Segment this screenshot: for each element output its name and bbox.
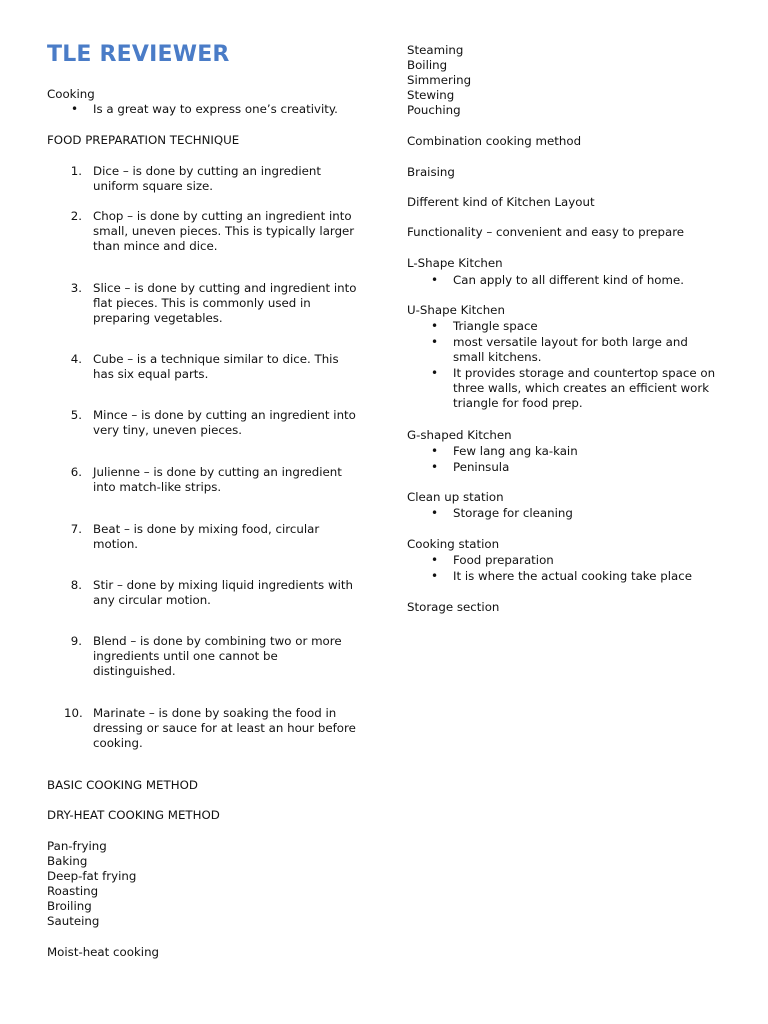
list-item: Simmering bbox=[407, 73, 472, 87]
list-item: • It provides storage and countertop space on three walls, which creates an efficient work triangle for food prep. bbox=[431, 366, 716, 410]
list-item: Roasting bbox=[47, 884, 99, 898]
bullet-icon: • bbox=[431, 273, 439, 287]
technique-item: 8. Stir – done by mixing liquid ingredients with any circular motion. bbox=[70, 578, 353, 607]
moist-heat-heading: Moist-heat cooking bbox=[47, 945, 160, 959]
list-item: • Few lang ang ka-kain bbox=[431, 444, 578, 458]
bullet-icon: • bbox=[71, 102, 79, 116]
clean-up-bullets bbox=[407, 506, 573, 521]
bullet-icon: • bbox=[431, 319, 439, 333]
bullet-icon: • bbox=[431, 366, 439, 380]
bullet-icon: • bbox=[431, 460, 439, 474]
list-item: • most versatile layout for both large and small kitchens. bbox=[431, 335, 688, 364]
list-item: Broiling bbox=[47, 899, 92, 913]
functionality-text: Functionality – convenient and easy to prepare bbox=[407, 225, 685, 239]
u-shape-section bbox=[407, 303, 715, 411]
list-item: Sauteing bbox=[47, 914, 100, 928]
bullet-icon: • bbox=[431, 553, 439, 567]
clean-up-section bbox=[407, 490, 573, 521]
list-item: • Storage for cleaning bbox=[431, 506, 573, 520]
technique-item: 9. Blend – is done by combining two or more ingredients until one cannot be distinguished. bbox=[70, 634, 342, 678]
cooking-station-bullets bbox=[407, 553, 692, 584]
u-shape-bullets bbox=[407, 319, 715, 411]
list-item: Pan-frying bbox=[47, 839, 107, 853]
technique-item: 5. Mince – is done by cutting an ingredient into very tiny, uneven pieces. bbox=[70, 408, 356, 437]
dry-heat-heading: DRY-HEAT COOKING METHOD bbox=[47, 808, 220, 822]
cooking-heading: Cooking bbox=[47, 87, 95, 101]
list-item: • Peninsula bbox=[431, 460, 510, 474]
list-item: Boiling bbox=[407, 58, 448, 72]
basic-method-heading: BASIC COOKING METHOD bbox=[47, 778, 198, 792]
braising-heading: Braising bbox=[407, 165, 455, 179]
storage-heading: Storage section bbox=[407, 600, 500, 614]
u-shape-heading: U-Shape Kitchen bbox=[407, 303, 505, 317]
cooking-section bbox=[47, 87, 338, 117]
technique-item: 10. Marinate – is done by soaking the food in dressing or sauce for at least an hour before cooking. bbox=[64, 706, 356, 750]
list-item: • Food preparation bbox=[431, 553, 554, 567]
list-item: Stewing bbox=[407, 88, 455, 102]
g-shape-bullets bbox=[407, 444, 578, 475]
list-item: • Is a great way to express one’s creativity. bbox=[71, 102, 338, 116]
bullet-icon: • bbox=[431, 569, 439, 583]
technique-item: 2. Chop – is done by cutting an ingredient into small, uneven pieces. This is typically larger than mince and dice. bbox=[70, 209, 355, 253]
bullet-icon: • bbox=[431, 444, 439, 458]
list-item: • Triangle space bbox=[431, 319, 538, 333]
technique-item: 3. Slice – is done by cutting and ingredient into flat pieces. This is commonly used in preparing vegetables. bbox=[70, 281, 357, 325]
bullet-icon: • bbox=[431, 335, 439, 349]
technique-item: 1. Dice – is done by cutting an ingredient uniform square size. bbox=[70, 164, 321, 193]
list-item: • Can apply to all different kind of home. bbox=[431, 273, 685, 287]
list-item: Pouching bbox=[407, 103, 461, 117]
l-shape-heading: L-Shape Kitchen bbox=[407, 256, 503, 270]
combination-heading: Combination cooking method bbox=[407, 134, 582, 148]
g-shape-heading: G-shaped Kitchen bbox=[407, 428, 512, 442]
l-shape-bullets bbox=[407, 273, 684, 288]
technique-item: 4. Cube – is a technique similar to dice. This has six equal parts. bbox=[70, 352, 339, 381]
technique-item: 7. Beat – is done by mixing food, circular motion. bbox=[70, 522, 320, 551]
bullet-icon: • bbox=[431, 506, 439, 520]
moist-heat-list bbox=[407, 43, 471, 118]
list-item: • It is where the actual cooking take place bbox=[431, 569, 692, 583]
clean-up-heading: Clean up station bbox=[407, 490, 504, 504]
cooking-station-heading: Cooking station bbox=[407, 537, 500, 551]
page-title: TLE REVIEWER bbox=[47, 42, 230, 67]
food-prep-heading: FOOD PREPARATION TECHNIQUE bbox=[47, 133, 240, 147]
dry-heat-list bbox=[47, 839, 136, 929]
list-item: Deep-fat frying bbox=[47, 869, 137, 883]
list-item: Baking bbox=[47, 854, 88, 868]
cooking-bullets bbox=[47, 102, 338, 117]
l-shape-section bbox=[407, 256, 684, 288]
kitchen-layout-heading: Different kind of Kitchen Layout bbox=[407, 195, 595, 209]
technique-item: 6. Julienne – is done by cutting an ingredient into match-like strips. bbox=[70, 465, 342, 494]
cooking-station-section bbox=[407, 537, 692, 584]
list-item: Steaming bbox=[407, 43, 464, 57]
g-shape-section bbox=[407, 428, 578, 475]
